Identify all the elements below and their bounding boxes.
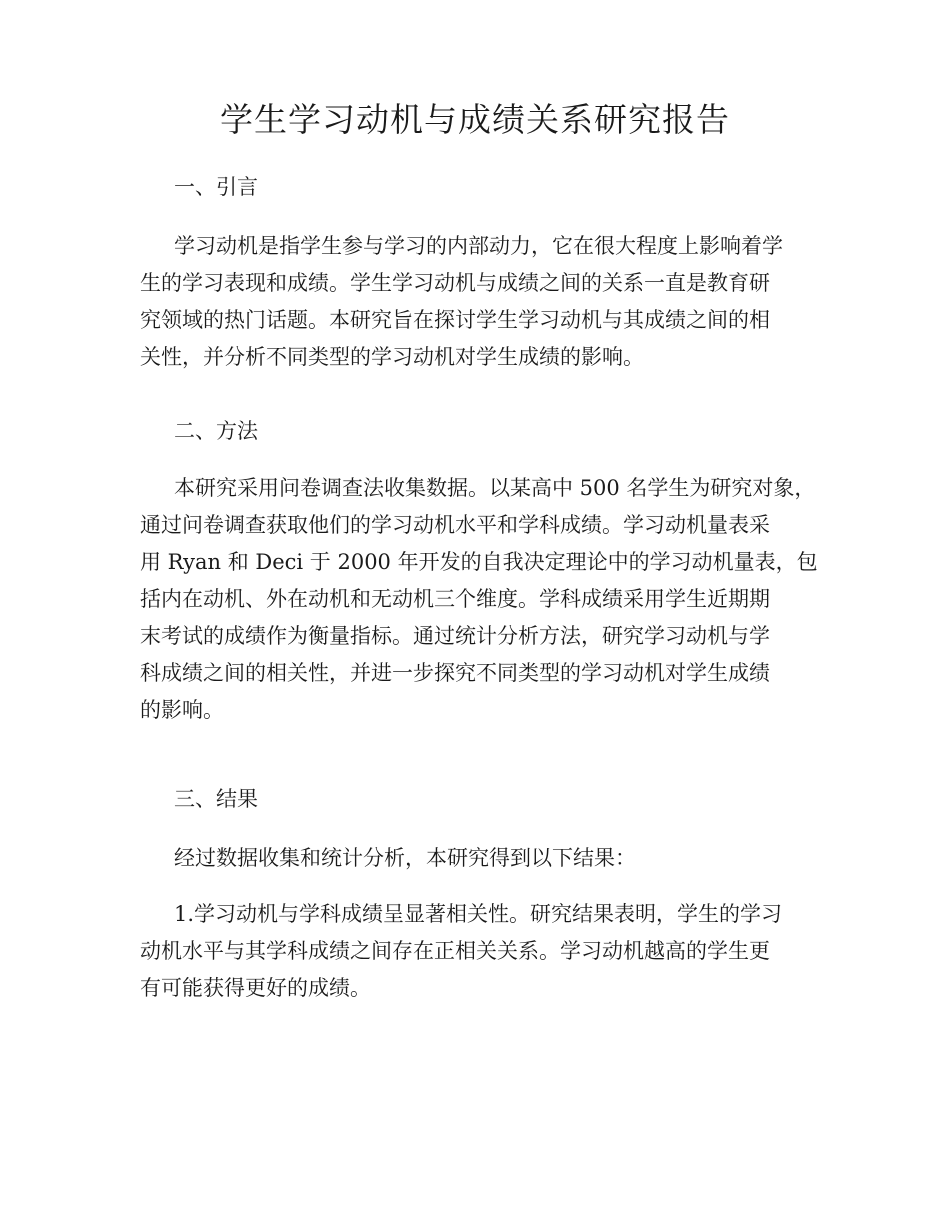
paragraph-line: 关性，并分析不同类型的学习动机对学生成绩的影响。 — [140, 345, 644, 369]
paragraph-result-1 — [140, 896, 830, 1007]
section-heading-method: 二、方法 — [174, 419, 258, 443]
paragraph-line: 究领域的热门话题。本研究旨在探讨学生学习动机与其成绩之间的相 — [140, 308, 770, 332]
paragraph-line: 本研究采用问卷调查法收集数据。以某高中 500 名学生为研究对象， — [174, 476, 816, 500]
section-heading-results: 三、结果 — [174, 787, 258, 811]
paragraph-line: 末考试的成绩作为衡量指标。通过统计分析方法，研究学习动机与学 — [140, 624, 770, 648]
paragraph-line: 用 Ryan 和 Deci 于 2000 年开发的自我决定理论中的学习动机量表，包 — [140, 550, 818, 574]
paragraph-line: 经过数据收集和统计分析，本研究得到以下结果： — [174, 846, 636, 870]
paragraph-line: 生的学习表现和成绩。学生学习动机与成绩之间的关系一直是教育研 — [140, 271, 770, 295]
paragraph-line: 动机水平与其学科成绩之间存在正相关关系。学习动机越高的学生更 — [140, 939, 770, 963]
paragraph-line: 括内在动机、外在动机和无动机三个维度。学科成绩采用学生近期期 — [140, 587, 770, 611]
paragraph-line: 有可能获得更好的成绩。 — [140, 976, 371, 1000]
paragraph-line: 学习动机是指学生参与学习的内部动力，它在很大程度上影响着学 — [174, 234, 783, 258]
paragraph-introduction — [140, 228, 830, 376]
paragraph-line: 的影响。 — [140, 698, 224, 722]
paragraph-line: 科成绩之间的相关性，并进一步探究不同类型的学习动机对学生成绩 — [140, 661, 770, 685]
document-title: 学生学习动机与成绩关系研究报告 — [220, 100, 730, 139]
paragraph-method — [140, 470, 830, 729]
section-heading-introduction: 一、引言 — [174, 175, 258, 199]
paragraph-results-intro — [140, 840, 830, 877]
paragraph-line: 通过问卷调查获取他们的学习动机水平和学科成绩。学习动机量表采 — [140, 513, 770, 537]
paragraph-line: 1.学习动机与学科成绩呈显著相关性。研究结果表明，学生的学习 — [174, 902, 783, 926]
